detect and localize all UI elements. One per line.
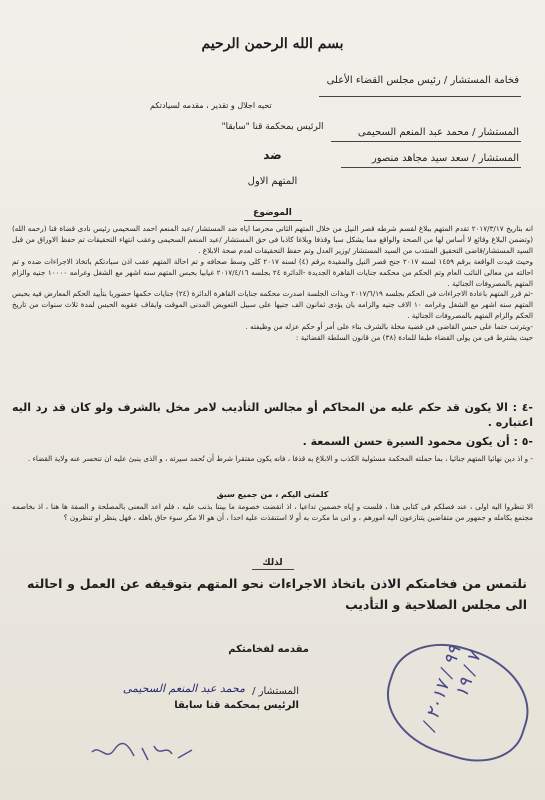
presented-line: مقدمه لفخامتكم [228,644,309,655]
subject-body [12,224,533,344]
former-title: الرئيس بمحكمة قنا "سابقا" [221,122,324,132]
condition-5: -٥ : أن يكون محمود السيرة حسن السمعة . [302,435,533,448]
conclusion-underline [252,569,294,570]
defendant-role: المتهم الاول [247,176,298,187]
initials-scribble [88,740,198,768]
basmala-heading: بسم الله الرحمن الرحيم [201,36,344,52]
addressee-underline [319,96,521,97]
conclusion-title: لذلك [262,558,283,568]
date-stamp-text: ٩٩ / ٢٠١٧ / ٧ / ١٩ [418,643,486,733]
date-stamp [373,628,543,775]
paragraph-4: -ويترتب حتما على حبس القاضى فى قضية مخلة بالشرف بناء على أمر أو حكم عزله من وظيفته . [245,322,533,332]
against-label: ضد [263,148,282,162]
signature-handwritten-name: محمد عبد المنعم السحيمى [122,682,245,695]
request-text: نلتمس من فخامتكم الاذن باتخاذ الاجراءات نحو المتهم بتوقيفه عن العمل و احالته الى مجلس الصلاحية و التأديب [27,576,527,612]
condition-4: -٤ : الا يكون قد حكم عليه من المحاكم أو مجالس التأديب لامر مخل بالشرف ولو كان قد رد اليه اعتباره . [12,401,533,429]
addressee-line: فخامة المستشار / رئيس مجلس القضاء الأعلى [326,75,519,86]
subject-underline [244,220,302,221]
greeting-line: تحيه اجلال و تقدير ، مقدمه لسيادتكم [150,101,272,110]
paragraph-after: - و اذ دين نهائيا المتهم جنائيا ، بما حملته المحكمة مسئولية الكذب و الابلاغ به قذفا ، فانه يكون مفتقرا شرط أن تُحمد سيرته ، و الذى ينبئ عليه ان تنحسر عنه ولاية القضاء . [27,454,533,463]
complainant-underline [331,141,521,142]
paragraph-5: حيث يشترط فى من يولى القضاء طبقا للمادة (٣٨) من قانون السلطة القضائية : [295,333,533,343]
closing-words: الا تنظروا اليه اولى ، عند فصلكم فى كتابى هذا ، فلست و إياه خصمين تداعيا ، اذ انقضت خصومة ما بيننا بذنب عليه ، فلم اعد المعنى بالمصلحة و الصفة ها هنا ، اذ بخاصمه مجتمع بكامله و جمهور من متقاضين يتنازعون اليه امورهم ، و انى ما مكرت به أو لا استنقذت عليه احدا ، أن هو الا مكر سوء حاق باهله ، فهل ينظر او تنظرون ؟ [12,502,533,522]
defendant-label: المستشار / سعد سيد مجاهد منصور [371,153,519,164]
subject-title: الموضوع [253,208,292,218]
paragraph-2: وحيث قيدت الواقعة برقم ١٤٥٩ لسنه ٢٠١٧ جنح قصر النيل والمقيدة برقم (٤) لسنه ٢٠١٧ كلى وسط صحافه و تم احالة المتهم عقب اذن سيادتكم باتخاذ الاجراءات ضده و تم احالته من معالى النائب العام وتم الحكم من محكمه جنايات القاهرة الجديدة -الدائرة ٢٤ بجلسه ٢٠١٧/٤/١٦ غيابيا بحبس المتهم سنه اشهر مع الشغل وغرامه ١٠٠٠٠ جنيه والزام المتهم بالمصروفات الجنائية . [12,256,533,288]
paragraph-3: -ثم قرر المتهم باعادة الاجراءات فى الحكم بجلسه ٢٠١٧/٦/١٩ وبذات الجلسة اصدرت محكمه جنايات القاهرة الدائرة (٢٤) جنايات حكمها حضوريا بتأييد الحكم المعارض فيه بحبس المتهم سنه اشهر مع الشغل وغرامه ١٠ الاف جنيه والزامه بان يؤدى ثمانون الف جنيها على سبيل التعويض المدنى الموقت وايقاف عقوبه الحبس لمدة ثلاث سنوات من تاريخ الحكم والزام المتهم بالمصروفات الجنائية . [12,289,533,321]
closing-words-title: كلمتى اليكم ، من جميع سبق [216,490,329,499]
defendant-underline [341,167,521,168]
paragraph-1: انه بتاريخ ٢٠١٧/٣/١٧ تقدم المتهم ببلاغ لقسم شرطه قصر النيل من خلال المتهم الثانى محرضا اياه ضد المستشار /عبد المنعم احمد السحيمى رئيس نادى قضاة قنا (رحمه الله) (وتضمن البلاغ وقائع لا أساس لها من الصحة والواقع مما يشكل سبا وقذفا وبلاغا كاذبا فى حق المستشار /عبد المنعم السحيمى وعقب انتهاء التحقيقات تم حفظ الاوراق من قبل السيد المستشار/قاضى التحقيق المنتدب من السيد المستشار /وزير العدل وتم حفظ التحقيقات لعدم صحة الابلاغ . [12,224,534,255]
signature-title: الرئيس بمحكمة قنا سابقا [174,700,299,711]
complainant-label: المستشار / محمد عبد المنعم السحيمى [357,127,519,138]
signature-name-label: المستشار / [252,686,299,697]
